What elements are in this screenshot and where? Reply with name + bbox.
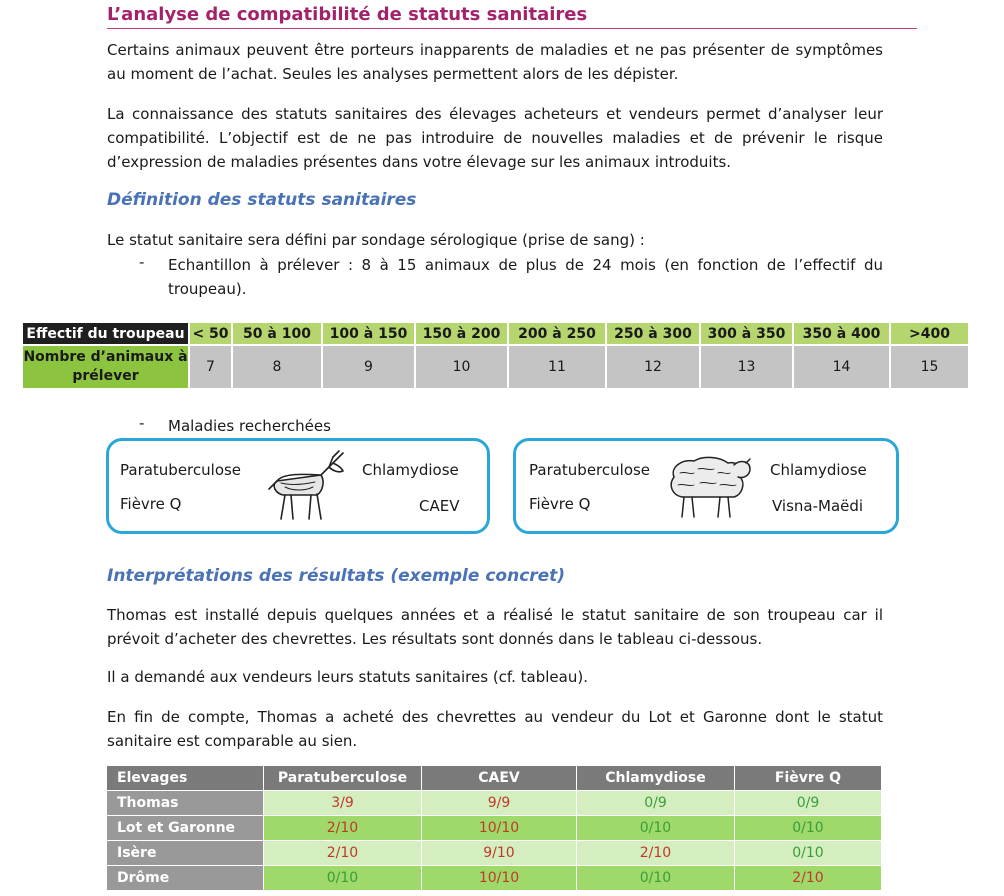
disease-label: Chlamydiose [362, 461, 459, 479]
effectif-table [23, 323, 968, 388]
effectif-range: 150 à 200 [415, 323, 508, 345]
result-cell: 3/9 [264, 791, 422, 816]
result-cell: 2/10 [735, 866, 882, 891]
table-row [107, 791, 881, 816]
sample-count: 9 [322, 345, 415, 388]
farm-name: Drôme [107, 866, 264, 891]
effectif-row-header: Effectif du troupeau [23, 323, 189, 345]
effectif-range: 100 à 150 [322, 323, 415, 345]
effectif-range: 200 à 250 [508, 323, 606, 345]
sheep-diseases-box [513, 438, 899, 534]
page-title: L’analyse de compatibilité de statuts sanitaires [107, 4, 917, 29]
result-cell: 0/10 [735, 841, 882, 866]
results-header: CAEV [422, 766, 577, 791]
effectif-range: 250 à 300 [606, 323, 700, 345]
definition-text: Le statut sanitaire sera défini par sondage sérologique (prise de sang) : [107, 231, 645, 249]
sample-count: 10 [415, 345, 508, 388]
effectif-range: < 50 [189, 323, 232, 345]
table-row [107, 866, 881, 891]
result-cell: 9/10 [422, 841, 577, 866]
effectif-range: 50 à 100 [232, 323, 322, 345]
effectif-range: >400 [890, 323, 968, 345]
intro-paragraph-1: Certains animaux peuvent être porteurs inapparents de maladies et ne pas présenter de symptômes au moment de l’achat. Seules les analyses permettent alors de les dépister. [107, 41, 883, 83]
goat-icon [259, 447, 351, 525]
intro-paragraph-2: La connaissance des statuts sanitaires des élevages acheteurs et vendeurs permet d’analyser leur compatibilité. L’objectif est de ne pas introduire de nouvelles maladies et de prévenir le risque d’expression de maladies présentes dans votre élevage sur les animaux introduits. [107, 105, 883, 171]
sample-count: 7 [189, 345, 232, 388]
result-cell: 2/10 [264, 841, 422, 866]
effectif-row [23, 323, 968, 345]
result-cell: 0/9 [735, 791, 882, 816]
result-cell: 0/9 [577, 791, 735, 816]
interpretation-paragraph-2: Il a demandé aux vendeurs leurs statuts sanitaires (cf. tableau). [107, 668, 588, 686]
farm-name: Thomas [107, 791, 264, 816]
sample-count: 8 [232, 345, 322, 388]
disease-label: Paratuberculose [529, 461, 651, 479]
bullet-dash: - [139, 253, 145, 271]
sheep-icon [664, 451, 754, 523]
result-cell: 0/10 [735, 816, 882, 841]
disease-label: Fièvre Q [529, 495, 591, 513]
disease-label: CAEV [419, 497, 460, 515]
definition-heading: Définition des statuts sanitaires [107, 190, 417, 210]
results-header: Fièvre Q [735, 766, 882, 791]
goat-diseases-box [106, 438, 490, 534]
bullet-diseases: Maladies recherchées [168, 417, 331, 435]
sample-count-row-header: Nombre d’animaux à prélever [23, 345, 189, 388]
disease-label: Paratuberculose [120, 461, 242, 479]
bullet-sample-size: Echantillon à prélever : 8 à 15 animaux de plus de 24 mois (en fonction de l’effectif du troupeau). [168, 256, 883, 298]
effectif-range: 300 à 350 [700, 323, 793, 345]
sample-count: 11 [508, 345, 606, 388]
bullet-dash: - [139, 414, 145, 432]
interpretation-paragraph-3: En fin de compte, Thomas a acheté des chevrettes au vendeur du Lot et Garonne dont le statut sanitaire est comparable au sien. [107, 708, 883, 750]
result-cell: 0/10 [577, 866, 735, 891]
disease-label: Fièvre Q [120, 495, 182, 513]
disease-label: Visna-Maëdi [772, 497, 864, 515]
disease-label: Chlamydiose [770, 461, 867, 479]
result-cell: 9/9 [422, 791, 577, 816]
table-row [107, 841, 881, 866]
result-cell: 2/10 [264, 816, 422, 841]
results-header-row [107, 766, 881, 791]
sample-count-row [23, 345, 968, 388]
results-header: Paratuberculose [264, 766, 422, 791]
table-row [107, 816, 881, 841]
result-cell: 2/10 [577, 841, 735, 866]
interpretation-heading: Interprétations des résultats (exemple concret) [107, 566, 566, 586]
farm-name: Isère [107, 841, 264, 866]
results-table [107, 766, 881, 890]
result-cell: 10/10 [422, 816, 577, 841]
farm-name: Lot et Garonne [107, 816, 264, 841]
sample-count: 15 [890, 345, 968, 388]
result-cell: 10/10 [422, 866, 577, 891]
results-header: Chlamydiose [577, 766, 735, 791]
sample-count: 13 [700, 345, 793, 388]
result-cell: 0/10 [577, 816, 735, 841]
result-cell: 0/10 [264, 866, 422, 891]
effectif-range: 350 à 400 [793, 323, 890, 345]
sample-count: 14 [793, 345, 890, 388]
interpretation-paragraph-1: Thomas est installé depuis quelques années et a réalisé le statut sanitaire de son troupeau car il prévoit d’acheter des chevrettes. Les résultats sont donnés dans le tableau ci-dessous. [107, 606, 883, 648]
results-header: Elevages [107, 766, 264, 791]
sample-count: 12 [606, 345, 700, 388]
